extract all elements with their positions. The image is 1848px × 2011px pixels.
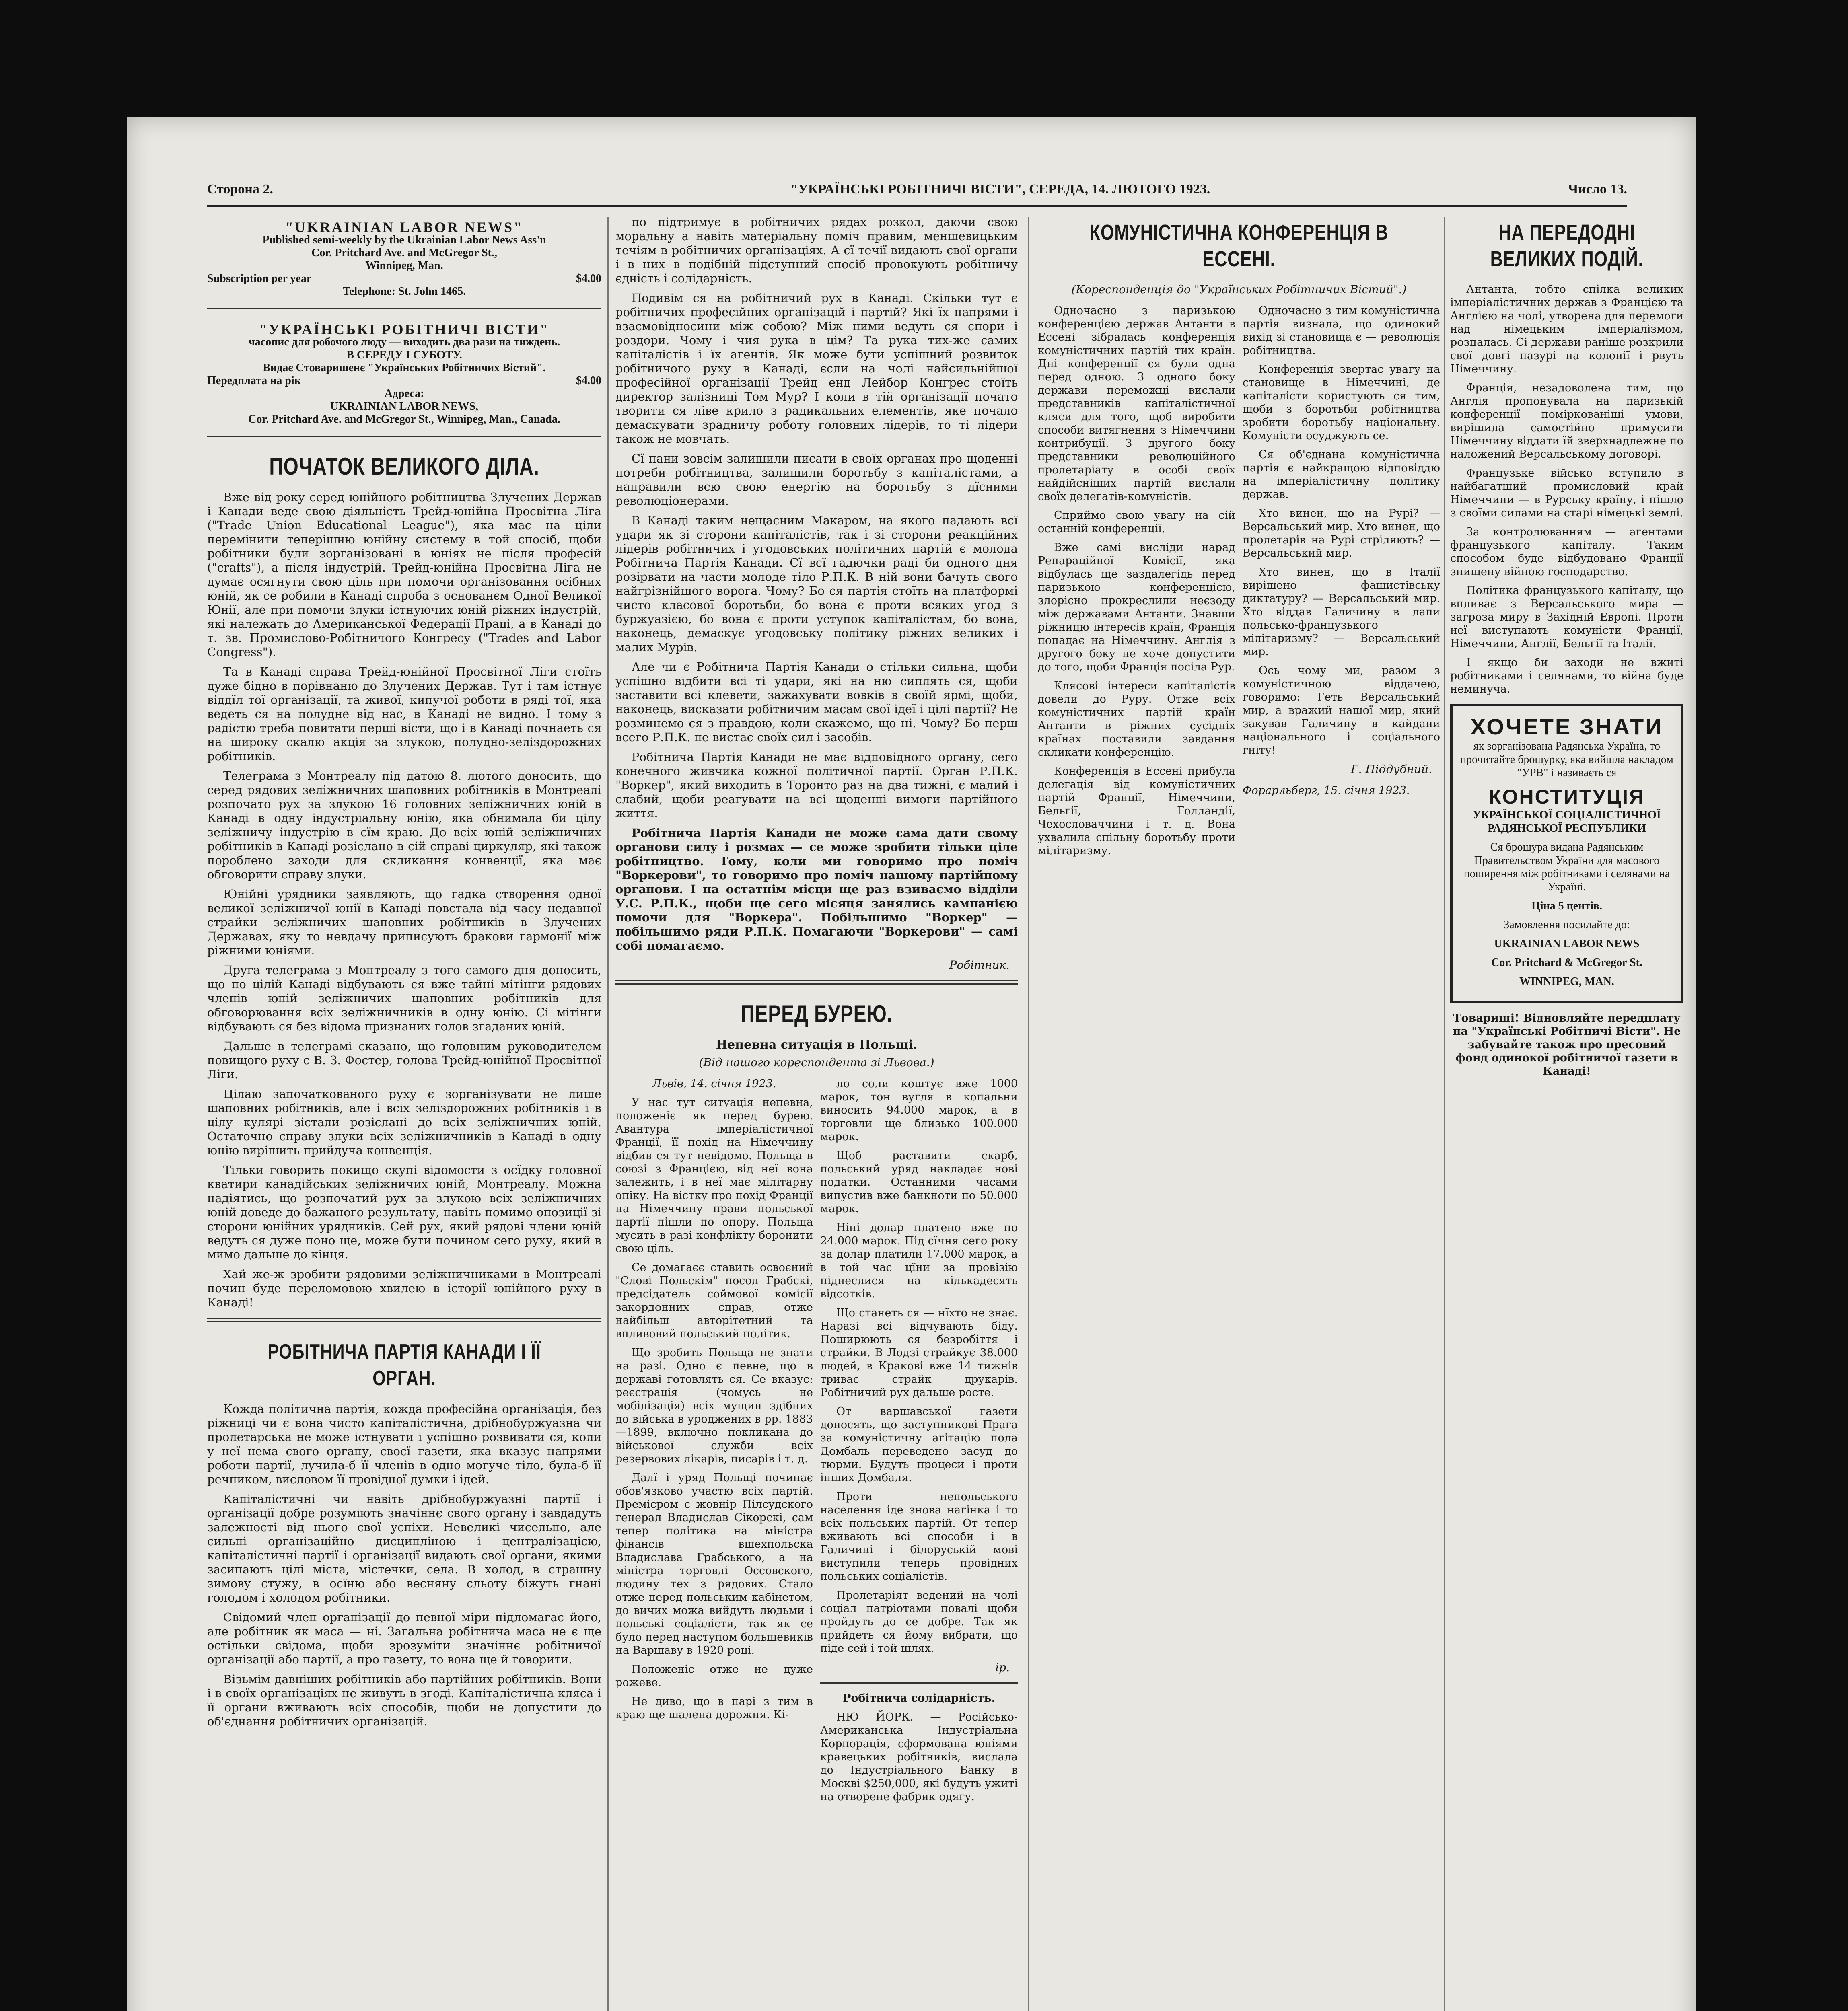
column-divider xyxy=(1444,217,1445,2011)
article-paragraph: Що станеть ся — нїхто не знає. Наразі всі відчувають біду. Поширюють ся безробіття і страйки. В Лодзі страйкує 38.000 людей, в Кракові вже 14 тижнів триває страйк друкарів. Робітничий рух дальше росте. xyxy=(820,1307,1018,1399)
article-paragraph: І якщо би заходи не вжиті робітниками і селянами, то війна буде неминуча. xyxy=(1450,656,1683,695)
page-number-label: Сторона 2. xyxy=(207,182,273,197)
column-3 xyxy=(1038,215,1440,2011)
article-paragraph: Вже самі висліди нарад Репараційної Комісії, яка відбулась ще заздалегідь перед паризькою конференцією, злорісно прокреслили неєзоду між державами Антанти. Знавши ріжницю інтересів країн, Франція попадає на Німеччину. Англія з другого боку не хоче допустити до того, щоби Франція посіла Рур. xyxy=(1038,541,1235,673)
section-divider xyxy=(820,1682,1018,1684)
place-date: Форарльберг, 15. січня 1923. xyxy=(1243,784,1410,797)
newspaper-title-line: "УКРАЇНСЬКІ РОБІТНИЧІ ВІСТИ", СЕРЕДА, 14. ЛЮТОГО 1923. xyxy=(790,182,1210,197)
telephone: Telephone: St. John 1465. xyxy=(342,285,466,298)
article-headline-small: Робітнича солідарність. xyxy=(843,1692,995,1705)
article-paragraph: Хай же-ж зробити рядовими зеліжничниками в Монтреалі почин буде переломовою хвилею в історії юнійного руху в Канаді! xyxy=(207,1267,601,1309)
ad-title: КОНСТИТУЦІЯ xyxy=(1489,785,1645,808)
article-paragraph: Сприймо свою увагу на сій останній конференції. xyxy=(1038,509,1235,535)
ad-subtitle: УКРАЇНСЬКОЇ СОЦІАЛІСТИЧНОЇ РАДЯНСЬКОЇ РЕСПУБЛИКИ xyxy=(1473,809,1661,835)
article-paragraph: Антанта, тобто спілка великих імперіалістичних держав з Францією та Англією на чолі, утворена для перемоги над німецьким імперіалізмом, розпалась. Сі держави раніше розкрили свої довгі пазурі на колонії і рвуть Німеччину. xyxy=(1450,283,1683,375)
article-byline: (Кореспонденція до "Українських Робітничих Вістий".) xyxy=(1071,283,1407,296)
article-paragraph: За контролюванням — агентами французького капіталу. Таким способом буде відбудовано Франції знищену війною господарство. xyxy=(1450,526,1683,578)
article-paragraph: Франція, незадоволена тим, що Англія пропонувала на паризькій конференції поміркованіші умови, вирішила самостійно примусити Німеччину віддати їй зверхнадлежне по наложений Версальському договорі. xyxy=(1450,382,1683,461)
column-1 xyxy=(207,215,601,2011)
column-2 xyxy=(615,215,1018,2011)
subcolumn-right xyxy=(820,1077,1018,1809)
newspaper-page xyxy=(127,117,1696,2011)
article-signature: Робітник. xyxy=(949,958,1010,972)
dateline: Львів, 14. січня 1923. xyxy=(652,1077,776,1090)
subscription-price: $4.00 xyxy=(576,374,601,387)
article-paragraph: Цілаю започаткованого руху є зорганізувати не лише шаповних робітників, але і всіх зеліздорожних робітників і в цілу кулярі зістали розіслані до всіх зеліжничних юній. Остаточно справу злуки всіх зеліжничників в Канаді в одну юнію вирішить прийдуча конвенція. xyxy=(207,1087,601,1157)
subscription-label: Subscription per year xyxy=(207,272,312,285)
article-paragraph: Подивім ся на робітничий рух в Канаді. Скільки тут є робітничих професійних організацій і партій? Які їх напрями і взаємовідносини між собою? Між ними ведуть ся спори і роздори. Чому і чия рука в цім? Та рука тих-же самих капіталістів і їх агентів. Як може бути успішний розвиток робітничого руху в Канаді, єсли на чолі найсильнійшої професійної організації Трейд енд Лейбор Конгрес стоїть директор залізниці Том Мур? І коли в тій організації почато творити ся ліве крило з радикальних елементів, яке почало демаскувати зрадничу роботу головних лідерів, то ті лідери також не мовчать. xyxy=(615,291,1018,446)
ad-address: UKRAINIAN LABOR NEWS xyxy=(1494,938,1640,950)
article-paragraph: Положеніє отже не дуже рожеве. xyxy=(615,1663,813,1689)
article-paragraph: ло соли коштує вже 1000 марок, тон вугля в копальни виносить 94.000 марок, а в торговли ще близько 100.000 марок. xyxy=(820,1077,1018,1143)
article-headline: НА ПЕРЕДОДНІ ВЕЛИКИХ ПОДІЙ. xyxy=(1490,220,1644,271)
article-paragraph: Конференція звертає увагу на становище в Німеччині, де капіталісти користують ся тим, щоби з боротьби робітництва зробити боротьбу національну. Комуністи осуджують се. xyxy=(1243,363,1440,442)
ad-order-label: Замовлення посилайте до: xyxy=(1504,919,1630,931)
article-paragraph: Хто винен, що на Рурі? — Версальський мир. Хто винен, що пролетарів на Рурі стріляють? — Версальський мир. xyxy=(1243,507,1440,559)
masthead-en-line: Winnipeg, Man. xyxy=(365,259,443,272)
article-paragraph: Одночасно з паризькою конференцією держав Антанти в Ессені зібралась конференція комуністичних партій тих країн. Дні конференції ся були одна перед одною. З одного боку держави переможці вислали представників капіталістичної кляси для того, щоб виробити способи витягнення з Німеччини контрибуції. З другого боку представники революційного пролетаріату в особі своїх найдійсніших партій вислали своїх делегатів-комуністів. xyxy=(1038,304,1235,503)
article-paragraph: Хто винен, що в Італії вирішено фашистівську диктатуру? — Версальський мир. Хто віддав Галичину в лапи польсько-французького мілітаризму? — Версальський мир. xyxy=(1243,566,1440,658)
article-paragraph: У нас тут ситуація непевна, положеніє як перед бурею. Авантура імперіалістичної Франції, її похід на Німеччину відбив ся тут невідомо. Польща в союзі з Францією, від неї вона залежить, і в неї має мілітарну опіку. На вістку про похід Франції на Німеччину прави польської партії пішли по опору. Польща мусить в разі конфлікту боронити свою ціль. xyxy=(615,1096,813,1255)
advertisement-box xyxy=(1450,704,1683,1003)
article-paragraph: Одночасно з тим комуністична партія визнала, що одинокий вихід зі становища є — революція робітництва. xyxy=(1243,304,1440,357)
article-paragraph: Клясові інтереси капіталістів довели до Руру. Отже всіх комуністичних партій країн Антанти в ріжних сусідніх країнах поставили завдання скликати конференцію. xyxy=(1038,680,1235,759)
article-byline: (Від нашого кореспондента зі Львова.) xyxy=(699,1056,934,1069)
article-subheadline: Непевна ситуація в Польщі. xyxy=(716,1038,918,1052)
masthead-en-line: Cor. Pritchard Ave. and McGregor St., xyxy=(311,247,497,259)
masthead-ua-line: часопис для робочого люду — виходить два рази на тиждень. xyxy=(248,336,560,348)
article-headline: КОМУНІСТИЧНА КОНФЕРЕНЦІЯ В ЕССЕНІ. xyxy=(1089,220,1389,271)
article-signature: Г. Піддубний. xyxy=(1351,763,1432,776)
ad-text: Ся брошура видана Радянським Правительством України для масового поширення між робітниками і селянами на Україні. xyxy=(1463,841,1670,893)
two-column-article xyxy=(1038,304,1440,863)
article-paragraph: Капіталістичні чи навіть дрібнобуржуазні партії і організації добре розуміють значіннє свого органу і завдадуть залежності від нього свої успіхи. Невеликі чисельно, але сильні організаційно дисципліною і централізацією, капіталістичні партії і організації видають свої органи, якими засипають цілі міста, містечки, села. В холод, в страшну зимову стужу, в осїню або весняну сльоту біжуть гнані голодом і холодом робітники. xyxy=(207,1492,601,1604)
page-header xyxy=(207,177,1627,207)
article-paragraph: Політика французького капіталу, що впливає з Версальського мира — загроза миру в Західній Европі. Проти неї виступають комуністи Франції, Німеччини, Англії, Бельгії та Італії. xyxy=(1450,584,1683,650)
article-paragraph: Свідомий член організації до певної міри підломагає його, але робітник як маса — ні. Загальна робітнича маса не є ще остільки свідома, щоби зрозуміти значіннє робітничої організації або партії, а про газету, то вона ще й говорити. xyxy=(207,1610,601,1666)
article-paragraph: Візьмім давніших робітників або партійних робітників. Вони і в своїх організаціях не живуть в згоді. Капіталістична кляса і її органи вживають всіх способів, щоби не допустити до об'єднання робітничих організацій. xyxy=(207,1672,601,1728)
article-paragraph: Ся об'єднана комуністична партія є найкращою відповіддю на імперіалістичну політику держав. xyxy=(1243,448,1440,501)
masthead-ua-line: Видає Стоваришенє "Українських Робітничих Вістий". xyxy=(263,362,546,374)
article-paragraph: Не диво, що в парі з тим в краю ще шалена дорожня. Кі- xyxy=(615,1695,813,1721)
subcolumn-left xyxy=(1038,304,1235,863)
article-paragraph: Пролетаріят ведений на чолі соціал патріотами повалі щоби пройдуть до се добре. Так як прийдеть ся йому вибрати, що піде сей і той шлях. xyxy=(820,1589,1018,1655)
masthead-ukrainian xyxy=(207,317,601,437)
masthead-en-title: "UKRAINIAN LABOR NEWS" xyxy=(285,219,524,235)
article-paragraph: Се домагаєє ставить освоєний "Слові Польскім" посол Грабскі, предсідатель соймової комісії закордонних справ, отже найбільш авторітетний та впливовий польський політик. xyxy=(615,1261,813,1340)
article-paragraph: Далї і уряд Польщі починає обов'язково участю всіх партій. Премієром є жовнір Пілсудского генерал Владислав Сікорскі, сам тепер політика на міністра фінансів вшехпольска Владислава Грабського, а на міністра торговлі Оссовского, людину тех з рядових. Стало отже перед польським кабінетом, до вичих можа вийдуть людьми і польські соціалісти, так як се було перед наступом большевиків на Варшаву в 1920 році. xyxy=(615,1472,813,1657)
article-paragraph: НЮ ЙОРК. — Російсько-Американська Індустріальна Корпорація, сформована юніями кравецьких робітників, вислала до Індустріального Банку в Москві $250,000, які будуть ужиті на отворене фабрик одягу. xyxy=(820,1711,1018,1803)
article-headline: РОБІТНИЧА ПАРТІЯ КАНАДИ І ЇЇ ОРГАН. xyxy=(268,1340,541,1390)
issue-number: Число 13. xyxy=(1568,182,1627,197)
ad-address: Cor. Pritchard & McGregor St. xyxy=(1491,956,1642,969)
article-paragraph: Дальше в телеграмі сказано, що головним руководителем повищого руху є В. З. Фостер, голова Трейд-юнійної Просвітної Ліги. xyxy=(207,1039,601,1081)
article-headline: ПОЧАТОК ВЕЛИКОГО ДІЛА. xyxy=(269,453,539,480)
column-divider xyxy=(607,217,609,2011)
article-paragraph: Та в Канаді справа Трейд-юнійної Просвітної Ліги стоїть дуже бідно в порівнаню до Злучених Держав. Тут і там істнує віддїл тої організації, та живої, кипучої роботи в ряді тої, яка ведеть ся на полудне від нас, в Канаді не видно. І тому з радістю треба повитати перші вісти, що і в Канаді почнаеть ся на широку скалю акція за злукою, полудно-зеліздорожних робітників. xyxy=(207,665,601,763)
subscription-label: Передплата на рік xyxy=(207,374,301,387)
masthead-ua-line: В СЕРЕДУ І СУБОТУ. xyxy=(346,349,462,361)
article-paragraph: Робітнича Партія Канади не може сама дати свому органови силу і розмах — се може зробити тільки ціле робітництво. Тому, коли ми говоримо про поміч "Воркерови", то говоримо про поміч нашому партійному органови. І на остатнім місци ще раз взиваємо відділи У.С. Р.П.К., щоби ще сего місяця занялись кампанією помочи для "Воркера". Побільшимо "Воркер" — побільшимо ряди Р.П.К. Помагаючи "Воркерови" — самі собі помагаємо. xyxy=(615,826,1018,952)
address-label: Адреса: xyxy=(384,387,424,400)
masthead-ua-title: "УКРАЇНСЬКІ РОБІТНИЧІ ВІСТИ" xyxy=(259,321,549,337)
article-paragraph: Проти непольського населення іде знова нагінка і то всіх польських партій. От тепер вживають всі способи і в Галичині і білоруській мові виступили теперь провідних польських соціалістів. xyxy=(820,1491,1018,1583)
appeal-text: Товариші! Відновляйте передплату на "Українські Робітничі Вісти". Не забувайте також про пресовий фонд одинокої робітничої газети в Канаді! xyxy=(1453,1012,1681,1077)
article-paragraph: Сї пани зовсім залишили писати в своїх органах про щоденні потреби робітництва, залишили боротьбу з капіталістами, а направили всю свою енергію на боротьбу з дїсними революціонерами. xyxy=(615,452,1018,508)
subscription-price: $4.00 xyxy=(576,272,601,285)
address-line: Cor. Pritchard Ave. and McGregor St., Winnipeg, Man., Canada. xyxy=(248,413,560,426)
subcolumn-right xyxy=(1243,304,1440,863)
article-paragraph: Щоб раставити скарб, польський уряд накладає нові податки. Останними часами випустив вже банкноти по 50.000 марок. xyxy=(820,1149,1018,1215)
article-paragraph: Ось чому ми, разом з комуністичною віддачею, говоримо: Геть Версальський мир, а вражий нашої мир, який закував Галичину в кайдани національного і соціального гніту! xyxy=(1243,664,1440,757)
ad-headline: ХОЧЕТЕ ЗНАТИ xyxy=(1470,714,1663,739)
article-paragraph: Французьке військо вступило в найбагатший промисловий край Німеччини — в Рурську країну, і пішло з своїми силами на старі німецькі землі. xyxy=(1450,467,1683,519)
article-signature: ір. xyxy=(995,1661,1010,1674)
masthead-en-line: Published semi-weekly by the Ukrainian Labor News Ass'n xyxy=(262,234,546,246)
ad-address: WINNIPEG, MAN. xyxy=(1519,975,1614,988)
section-divider xyxy=(615,980,1018,985)
article-paragraph: Кожда політична партія, кожда професійна організація, без ріжниці чи є вона чисто капіталістична, дрібнобуржуазна чи пролетарська не може істнувати і успішно розвивати ся, коли у неї нема свого органу, своєї газети, яка вказує напрями роботи партії, лучила-б її членів в одно могуче тіло, була-б її речником, висловом її провідної думки і ідей. xyxy=(207,1402,601,1486)
article-headline: ПЕРЕД БУРЕЮ. xyxy=(741,1000,893,1027)
article-paragraph: Телеграма з Монтреалу під датою 8. лютого доносить, що серед рядових зеліжничних шаповних робітників в Монтреалі розпочато рух за злукою 16 головних зеліжничних юній в Канаді в одну індустріальну юнію, яка обнимала би цілу зеліжничу індустрію в сїм краю. До всіх юній зеліжничних робітників в Канаді розіслано в сій справі циркуляр, які також пороблено заходи для скликання конвенції, яка має обговорити справу злуки. xyxy=(207,769,601,881)
article-paragraph: Але чи є Робітнича Партія Канади о стільки сильна, щоби успішно відбити всі ті удари, які на ню сиплять ся, щоби заставити всі клевети, зажахувати вовків в своїй ярмі, щоби, наконець, висказати робітничим масам свої ідеї і цілі партії? Не розминемо ся з правдою, коли скажемо, що ні. Чому? Бо перш всего Р.П.К. не вистає своїх сил і засобів. xyxy=(615,660,1018,744)
address-line: UKRAINIAN LABOR NEWS, xyxy=(330,400,478,413)
article-paragraph: Юнійні урядники заявляють, що гадка створення одної великої зеліжничої юнії в Канаді повстала від часу недавної страйки зеліжничих шаповних робітників в Злучених Державах, яку то невдачу приписують бракови гармонії між ріжними юніями. xyxy=(207,887,601,957)
article-paragraph: Що зробить Польща не знати на разі. Одно є певне, що в державі готовлять ся. Се вказує: реєстрація (чомусь не мобілізація) всіх мущин здібних до війська в уроджених в рр. 1883—1899, включно покликана до військової служби всіх резервових лікарів, писарів і т. д. xyxy=(615,1347,813,1465)
article-paragraph: Друга телеграма з Монтреалу з того самого дня доносить, що по цілій Канаді відбувають ся вже тайні мітінги рядових членів юній зеліжничих шаповних робітників для обговорювання всіх зеліжничників в одну юнію. Сі мітінги відбувають ся без відома признаних голов згаданих юній. xyxy=(207,963,601,1033)
article-paragraph: Ніні долар платено вже по 24.000 марок. Під сїчня сего року за долар платили 17.000 марок, а в той час цїни за провізію піднеслися на кількадесять відсотків. xyxy=(820,1221,1018,1300)
subcolumn-left xyxy=(615,1077,813,1809)
ad-price: Ціна 5 центів. xyxy=(1531,900,1603,912)
ad-text: як зорганізована Радянська Україна, то прочитайте брошурку, яка вийшла накладом "УРВ" і називаєть ся xyxy=(1460,740,1673,779)
article-paragraph: по підтримує в робітничих рядах розкол, даючи свою моральну а навіть матеріальну поміч правим, меншевицьким течіям в робітничих організаціях. А сї течії видають свої органи і в них в подібній підступний спосіб провокують робітничу єдність і солідарність. xyxy=(615,215,1018,285)
masthead-english xyxy=(207,215,601,309)
article-paragraph: От варшавської газети доносять, що заступникові Прага за комуністичну агітацію пола Домбаль переведено засуд до тюрми. Будуть процеси і проти інших Домбаля. xyxy=(820,1405,1018,1484)
article-paragraph: Конференція в Ессені прибула делегація від комуністичних партій Франції, Німеччини, Бельгії, Голландії, Чехословаччини і т. д. Вона ухвалила спільну боротьбу проти мілітаризму. xyxy=(1038,765,1235,857)
article-paragraph: Тільки говорить покищо скупі відомости з осїдку головної кватири канадійських зеліжничих юній, Монтреалу. Можна надіятись, що розпочатий рух за злукою всіх зеліжничних юній доведе до бажаного результату, навіть помимо опозиції зі сторони юнійних урядників. Сей рух, який рядові члени юній ведуть ся дуже поно ще, може бути почином сего руху, який в мимо дальше до кінця. xyxy=(207,1163,601,1261)
column-divider xyxy=(1028,217,1029,2011)
section-divider xyxy=(207,1318,601,1322)
article-paragraph: Вже від року серед юнійного робітництва Злучених Держав і Канади веде свою діяльність Трейд-юнійна Просвітна Ліга ("Trade Union Educational League"), яка має на ціли перемінити теперішню юнійну систему в той спосіб, щоби робітники були зорганізовані в юніях не після професій ("crafts"), а після індустрій. Трейд-юнійна Просвітна Ліга не думає осягнути свою ціль при помочи організовання осібних юній, як се робили в Канаді спроба з основанєм Одної Великої Юнії, але при помочи злуки істнуючих юній ріжних індустрій, які належать до Американської Федерації Праці, а в Канаді до т. зв. Промислово-Робітничого Конгресу ("Trades and Labor Congress"). xyxy=(207,490,601,659)
article-paragraph: Робітнича Партія Канади не має відповідного органу, сего конечного живчика кожної політичної партії. Орган Р.П.К. "Воркер", який виходить в Торонто раз на два тижні, є малий і слабий, щоби реагувати на всі щоденні вимоги партійного життя. xyxy=(615,750,1018,820)
column-4 xyxy=(1450,215,1683,2011)
two-column-article xyxy=(615,1077,1018,1809)
article-paragraph: В Канаді таким нещасним Макаром, на якого падають всї удари як зі сторони капіталістів, так і зі сторони реакційних лідерів робітничих і угодовських політичних партій є молода Робітнича Партія Канади. Сї всї гадючки раді би одного дня розірвати на части молоде тіло Р.П.К. В ній вони бачуть свого найгрізнійшого ворога. Чому? Бо ся партія стоїть на платформі чисто класової боротьби, бо вона є проти всяких угод з буржуазією, бо вона є проти уступок капіталістам, бо вона, наконець, демаскує угодовську політику ріжних великих і малих Мурів. xyxy=(615,514,1018,654)
